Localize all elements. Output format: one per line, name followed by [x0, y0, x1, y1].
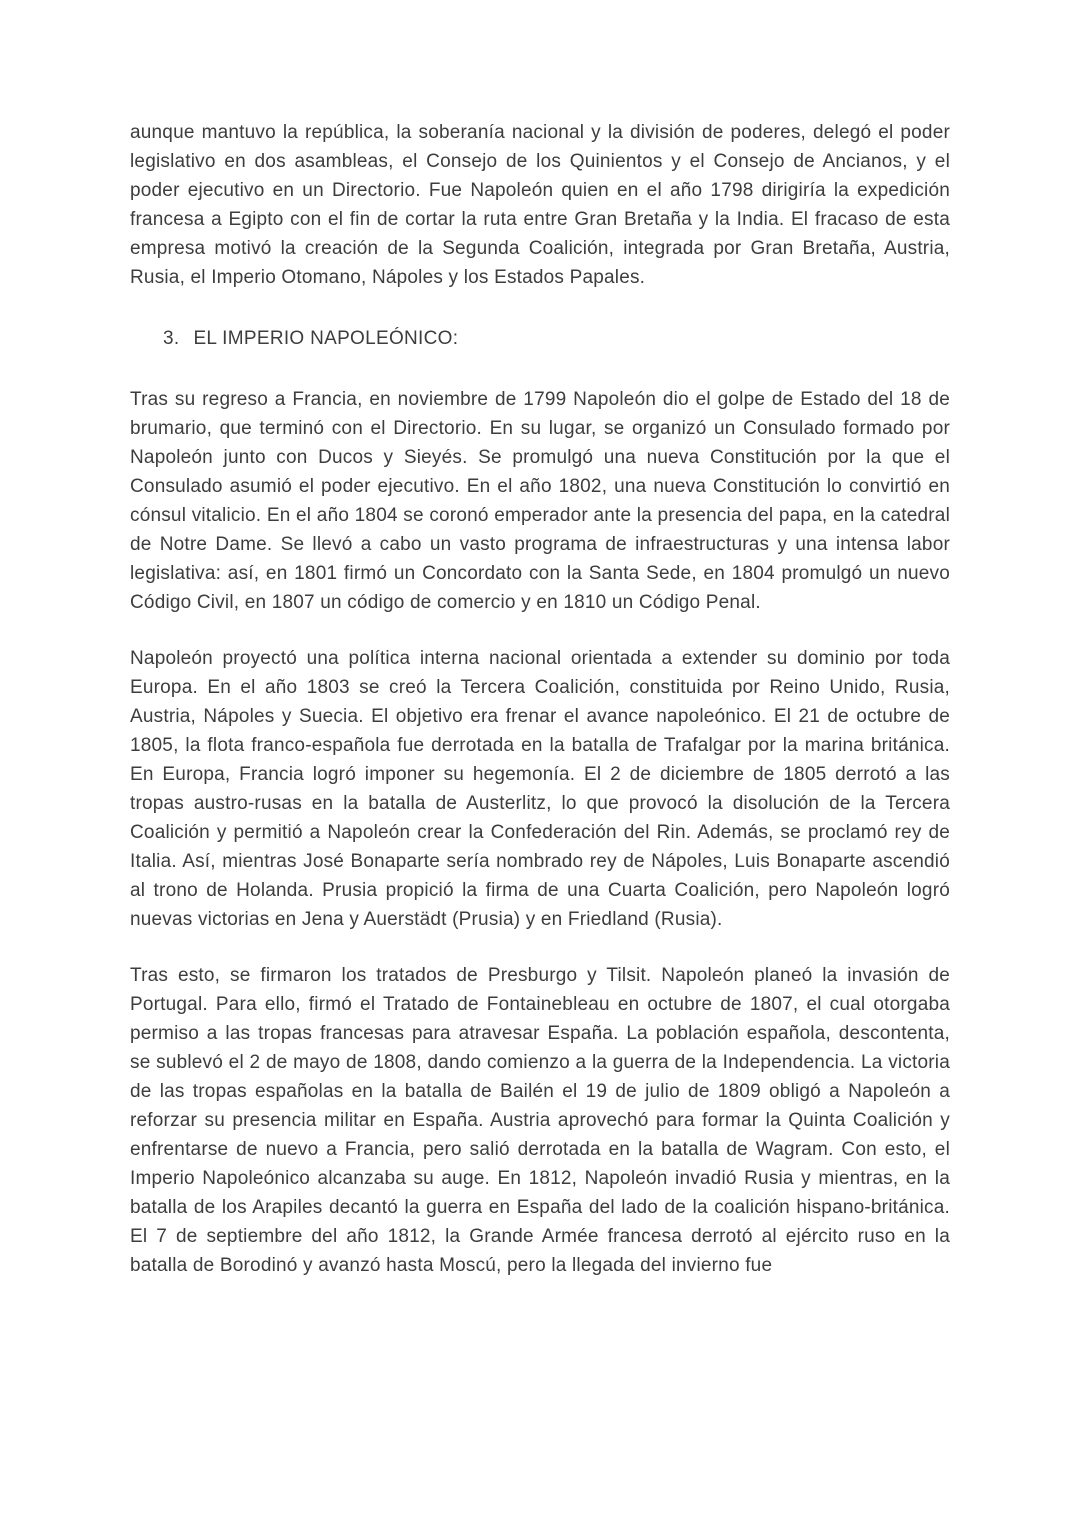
section-title: EL IMPERIO NAPOLEÓNICO: — [193, 328, 459, 349]
body-paragraph-2: Napoleón proyectó una política interna nacional orientada a extender su dominio por toda Europa. En el año 1803 se creó la Tercera Coalición, constituida por Reino Unido, Rusia, Austria, Nápoles y Suecia. El objetivo era frenar el avance napoleónico. El 21 de octubre de 1805, la flota franco-española fue derrotada en la batalla de Trafalgar por la marina británica. En Europa, Francia logró imponer su hegemonía. El 2 de diciembre de 1805 derrotó a las tropas austro-rusas en la batalla de Austerlitz, lo que provocó la disolución de la Tercera Coalición y permitió a Napoleón crear la Confederación del Rin. Además, se proclamó rey de Italia. Así, mientras José Bonaparte sería nombrado rey de Nápoles, Luis Bonaparte ascendió al trono de Holanda. Prusia propició la firma de una Cuarta Coalición, pero Napoleón logró nuevas victorias en Jena y Auerstädt (Prusia) y en Friedland (Rusia). — [130, 648, 950, 930]
section-number: 3. — [163, 328, 180, 349]
body-paragraph-1: Tras su regreso a Francia, en noviembre de 1799 Napoleón dio el golpe de Estado del 18 de brumario, que terminó con el Directorio. En su lugar, se organizó un Consulado formado por Napoleón junto con Ducos y Sieyés. Se promulgó una nueva Constitución por la que el Consulado asumió el poder ejecutivo. En el año 1802, una nueva Constitución lo convirtió en cónsul vitalicio. En el año 1804 se coronó emperador ante la presencia del papa, en la catedral de Notre Dame. Se llevó a cabo un vasto programa de infraestructuras y una intensa labor legislativa: así, en 1801 firmó un Concordato con la Santa Sede, en 1804 promulgó un nuevo Código Civil, en 1807 un código de comercio y en 1810 un Código Penal. — [130, 389, 950, 613]
body-paragraph-3: Tras esto, se firmaron los tratados de Presburgo y Tilsit. Napoleón planeó la invasión de Portugal. Para ello, firmó el Tratado de Fontainebleau en octubre de 1807, el cual otorgaba permiso a las tropas francesas para atravesar España. La población española, descontenta, se sublevó el 2 de mayo de 1808, dando comienzo a la guerra de la Independencia. La victoria de las tropas españolas en la batalla de Bailén el 19 de julio de 1809 obligó a Napoleón a reforzar su presencia militar en España. Austria aprovechó para formar la Quinta Coalición y enfrentarse de nuevo a Francia, pero salió derrotada en la batalla de Wagram. Con esto, el Imperio Napoleónico alcanzaba su auge. En 1812, Napoleón invadió Rusia y mientras, en la batalla de los Arapiles decantó la guerra en España del lado de la coalición hispano-británica. El 7 de septiembre del año 1812, la Grande Armée francesa derrotó al ejército ruso en la batalla de Borodinó y avanzó hasta Moscú, pero la llegada del invierno fue — [130, 965, 950, 1276]
section-heading — [130, 324, 950, 353]
intro-paragraph: aunque mantuvo la república, la soberanía nacional y la división de poderes, delegó el poder legislativo en dos asambleas, el Consejo de los Quinientos y el Consejo de Ancianos, y el poder ejecutivo en un Directorio. Fue Napoleón quien en el año 1798 dirigiría la expedición francesa a Egipto con el fin de cortar la ruta entre Gran Bretaña y la India. El fracaso de esta empresa motivó la creación de la Segunda Coalición, integrada por Gran Bretaña, Austria, Rusia, el Imperio Otomano, Nápoles y los Estados Papales. — [130, 122, 950, 288]
